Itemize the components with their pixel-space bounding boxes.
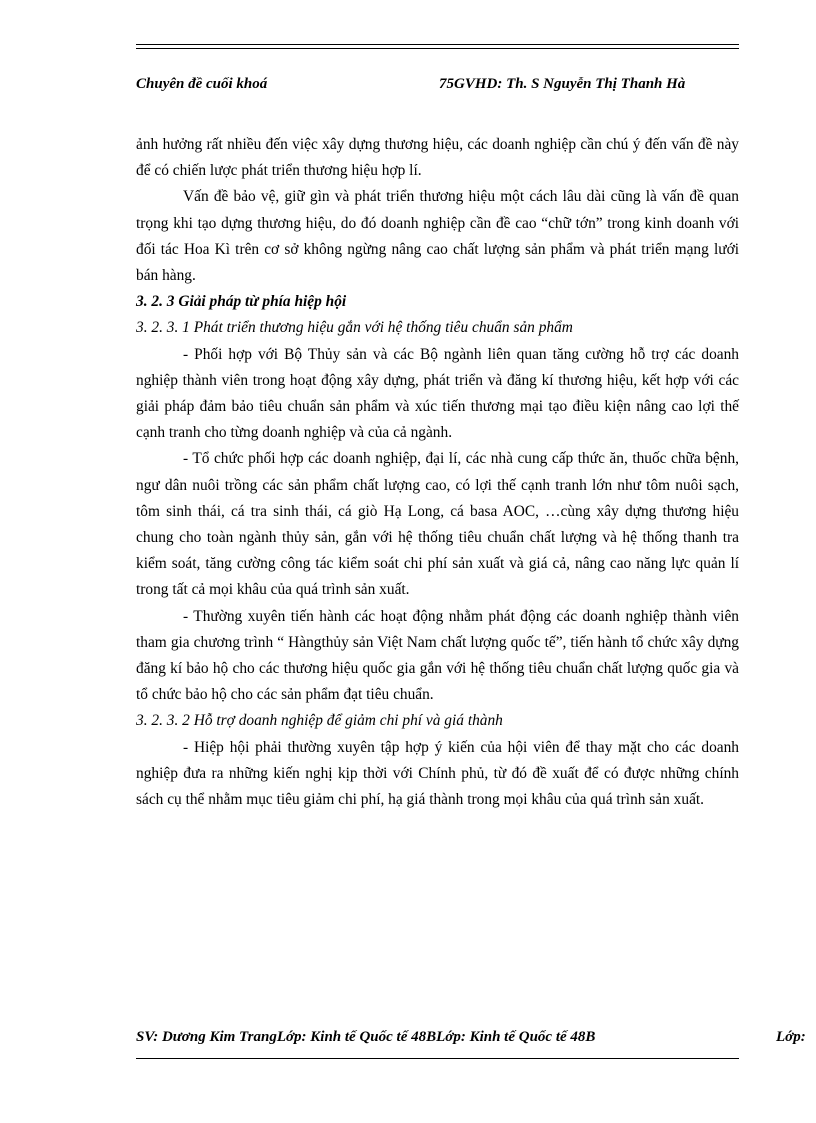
paragraph-1: ảnh hưởng rất nhiều đến việc xây dựng thương hiệu, các doanh nghiệp cần chú ý đến vấn đề này để có chiến lược phát triển thương hiệu hợp lí. — [136, 136, 739, 180]
section-heading-3-2-3: 3. 2. 3 Giải pháp từ phía hiệp hội — [136, 293, 347, 311]
footer-class: Lớp: — [776, 1029, 806, 1045]
subsection-heading-3-2-3-2: 3. 2. 3. 2 Hỗ trợ doanh nghiệp để giảm chi phí và giá thành — [136, 712, 503, 730]
paragraph-6: - Hiệp hội phải thường xuyên tập hợp ý kiến của hội viên để thay mặt cho các doanh nghiệp đưa ra những kiến nghị kịp thời với Chính phủ, từ đó đề xuất để có được những chính sách cụ thể nhằm mục tiêu giảm chi phí, hạ giá thành trong mọi khâu của quá trình sản xuất. — [136, 738, 739, 809]
paragraph-5: - Thường xuyên tiến hành các hoạt động nhằm phát động các doanh nghiệp thành viên tham gia chương trình “ Hàngthủy sản Việt Nam chất lượng quốc tế”, tiến hành tổ chức xây dựng đăng kí bảo hộ cho các thương hiệu quốc gia gắn với hệ thống tiêu chuẩn chất lượng quốc gia và tổ chức bảo hộ cho các sản phẩm đạt tiêu chuẩn. — [136, 607, 739, 704]
page-footer — [136, 1029, 806, 1049]
footer-rule — [136, 1058, 739, 1059]
paragraph-2: Vấn đề bảo vệ, giữ gìn và phát triển thương hiệu một cách lâu dài cũng là vấn đề quan trọng khi tạo dựng thương hiệu, do đó doanh nghiệp cần đề cao “chữ tớn” trong kinh doanh với đối tác Hoa Kì trên cơ sở không ngừng nâng cao chất lượng sản phẩm và phát triển mạng lưới bán hàng. — [136, 188, 739, 285]
paragraph-4: - Tổ chức phối hợp các doanh nghiệp, đại lí, các nhà cung cấp thức ăn, thuốc chữa bệnh, ngư dân nuôi trồng các sản phẩm chất lượng cao, có lợi thế cạnh tranh lớn như tôm nuôi sạch, tôm sinh thái, cá tra sinh thái, cá giò Hạ Long, cá basa AOC, …cùng xây dựng thương hiệu chung cho toàn ngành thủy sản, gắn với hệ thống tiêu chuẩn chất lượng và hệ thống thanh tra kiểm soát, tăng cường công tác kiểm soát chi phí sản xuất và giá cả, nâng cao năng lực quản lí trong tất cả mọi khâu của quá trình sản xuất. — [136, 450, 739, 599]
footer-student: SV: Dương Kim TrangLớp: Kinh tế Quốc tế 48BLớp: Kinh tế Quốc tế 48B — [136, 1029, 596, 1045]
header-rule-top — [136, 44, 739, 45]
page-content — [136, 132, 739, 813]
header-title: Chuyên đề cuối khoá — [136, 76, 268, 92]
subsection-heading-3-2-3-1: 3. 2. 3. 1 Phát triển thương hiệu gắn với hệ thống tiêu chuẩn sản phẩm — [136, 319, 573, 337]
paragraph-3: - Phối hợp với Bộ Thủy sản và các Bộ ngành liên quan tăng cường hỗ trợ các doanh nghiệp thành viên trong hoạt động xây dựng, phát triển và đăng kí thương hiệu, kết hợp với các giải pháp đảm bảo tiêu chuẩn sản phẩm và xúc tiến thương mại tạo điều kiện nâng cao lợi thế cạnh tranh cho từng doanh nghiệp và của cả ngành. — [136, 345, 739, 442]
header-rule-bottom — [136, 48, 739, 49]
page-header — [136, 76, 739, 96]
header-supervisor: 75GVHD: Th. S Nguyễn Thị Thanh Hà — [439, 76, 686, 92]
